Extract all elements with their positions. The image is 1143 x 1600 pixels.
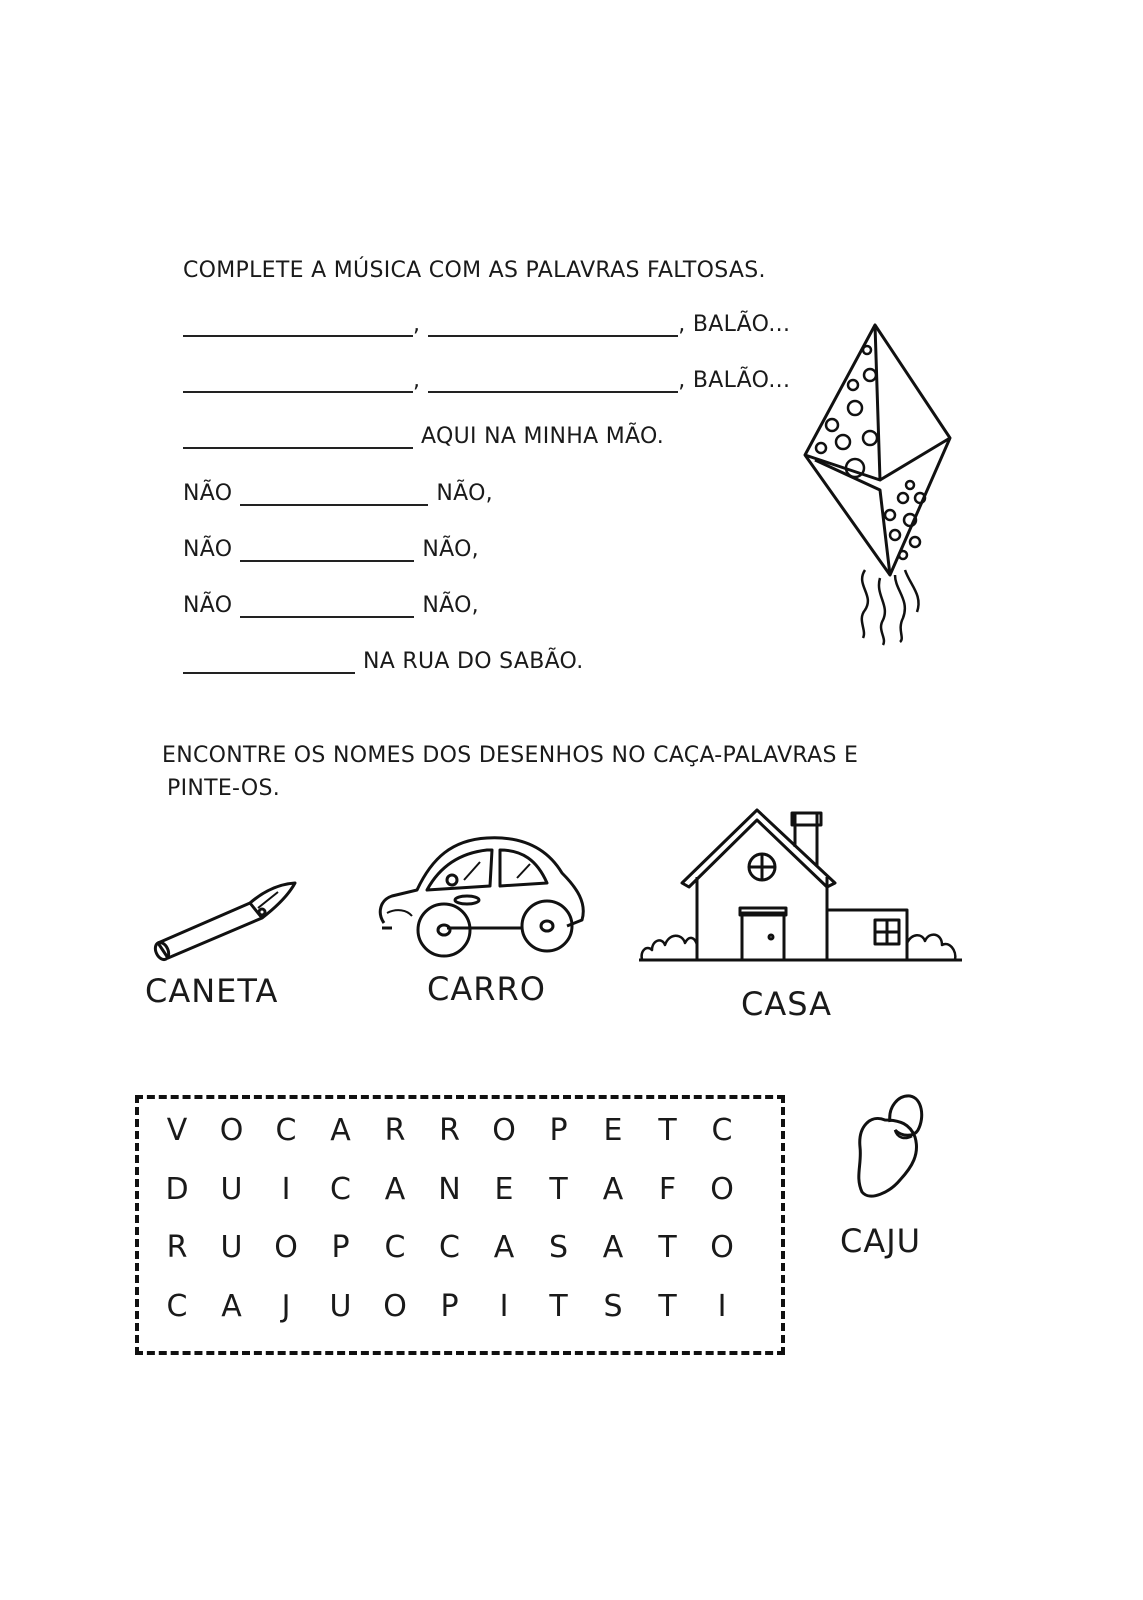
word-search-letter[interactable]: T xyxy=(549,1171,568,1207)
word-search-letter[interactable]: U xyxy=(220,1230,243,1265)
blank-field[interactable] xyxy=(240,559,414,562)
word-search-letter[interactable]: U xyxy=(220,1171,243,1207)
blank-field[interactable] xyxy=(183,334,413,337)
nao-text: NÃO xyxy=(183,593,233,618)
song-line-2 xyxy=(183,368,790,393)
word-search-letter[interactable]: R xyxy=(384,1113,406,1148)
cashew-icon xyxy=(850,1092,930,1202)
blank-field[interactable] xyxy=(428,390,678,393)
word-search-letter[interactable]: I xyxy=(281,1171,291,1207)
aqui-text: AQUI NA MINHA MÃO. xyxy=(421,424,665,449)
balloon-icon xyxy=(795,320,965,650)
caption-casa: CASA xyxy=(741,985,833,1023)
word-search-letter[interactable]: C xyxy=(439,1230,460,1265)
word-search-letter[interactable]: D xyxy=(165,1171,189,1207)
word-search-letter[interactable]: R xyxy=(439,1113,460,1148)
word-search-letter[interactable]: P xyxy=(440,1288,459,1324)
word-search-letter[interactable]: P xyxy=(549,1113,568,1148)
exercise2-instruction-line1: ENCONTRE OS NOMES DOS DESENHOS NO CAÇA-PALAVRAS E xyxy=(162,743,859,768)
song-line-4 xyxy=(183,481,493,506)
exercise1-instruction: COMPLETE A MÚSICA COM AS PALAVRAS FALTOSAS. xyxy=(183,258,766,283)
song-line-6 xyxy=(183,593,479,618)
song-line-3 xyxy=(183,424,664,449)
rua-text: NA RUA DO SABÃO. xyxy=(363,649,584,674)
word-search-letter[interactable]: A xyxy=(221,1288,242,1324)
word-search-letter[interactable]: A xyxy=(384,1171,406,1207)
blank-field[interactable] xyxy=(428,334,678,337)
blank-field[interactable] xyxy=(183,671,355,674)
word-search-letter[interactable]: O xyxy=(383,1288,407,1324)
comma-text: , xyxy=(413,368,421,393)
word-search-letter[interactable]: C xyxy=(711,1113,733,1148)
blank-field[interactable] xyxy=(240,503,428,506)
word-search-letter[interactable]: U xyxy=(329,1288,352,1324)
word-search-letter[interactable]: T xyxy=(549,1288,568,1324)
word-search-letter[interactable]: O xyxy=(274,1230,298,1265)
word-search-letter[interactable]: T xyxy=(658,1230,677,1265)
word-search-letter[interactable]: E xyxy=(603,1113,623,1148)
word-search-letter[interactable]: J xyxy=(281,1288,291,1324)
word-search-letter[interactable]: R xyxy=(166,1230,188,1265)
word-search-letter[interactable]: V xyxy=(166,1113,188,1148)
pen-icon xyxy=(150,878,300,963)
blank-field[interactable] xyxy=(240,615,414,618)
caption-carro: CARRO xyxy=(427,970,546,1008)
word-search-grid xyxy=(135,1095,785,1355)
word-search-letter[interactable]: A xyxy=(493,1230,515,1265)
blank-field[interactable] xyxy=(183,390,413,393)
nao-text: NÃO xyxy=(183,537,233,562)
song-line-5 xyxy=(183,537,479,562)
balao-text: , BALÃO... xyxy=(678,368,791,393)
word-search-letter[interactable]: S xyxy=(548,1230,569,1265)
word-search-letter[interactable]: A xyxy=(602,1230,624,1265)
word-search-letter[interactable]: T xyxy=(658,1288,677,1324)
word-search-letter[interactable]: C xyxy=(275,1113,297,1148)
word-search-letter[interactable]: S xyxy=(603,1288,623,1324)
word-search-letter[interactable]: F xyxy=(658,1171,677,1207)
balao-text: , BALÃO... xyxy=(678,312,791,337)
nao-text: NÃO xyxy=(183,481,233,506)
comma-text: , xyxy=(413,312,421,337)
song-line-1 xyxy=(183,312,790,337)
caption-caneta: CANETA xyxy=(145,972,279,1010)
blank-field[interactable] xyxy=(183,446,413,449)
word-search-letter[interactable]: O xyxy=(710,1230,734,1265)
exercise2-instruction-line2: PINTE-OS. xyxy=(167,776,281,801)
word-search-letter[interactable]: P xyxy=(331,1230,350,1265)
word-search-letter[interactable]: E xyxy=(494,1171,514,1207)
word-search-letter[interactable]: O xyxy=(492,1113,516,1148)
word-search-letter[interactable]: N xyxy=(438,1171,461,1207)
nao-comma-text: NÃO, xyxy=(436,481,493,506)
word-search-letter[interactable]: C xyxy=(384,1230,406,1265)
word-search-letter[interactable]: I xyxy=(717,1288,727,1324)
caption-caju: CAJU xyxy=(840,1222,922,1260)
word-search-letter[interactable]: A xyxy=(602,1171,624,1207)
car-icon xyxy=(372,828,592,963)
word-search-letter[interactable]: C xyxy=(330,1171,351,1207)
word-search-letter[interactable]: A xyxy=(330,1113,351,1148)
nao-comma-text: NÃO, xyxy=(422,593,479,618)
word-search-letter[interactable]: O xyxy=(219,1113,244,1148)
word-search-letter[interactable]: T xyxy=(658,1113,677,1148)
word-search-letter[interactable]: C xyxy=(166,1288,188,1324)
word-search-letter[interactable]: I xyxy=(499,1288,509,1324)
house-icon xyxy=(637,805,962,967)
song-line-7 xyxy=(183,649,584,674)
nao-comma-text: NÃO, xyxy=(422,537,479,562)
word-search-letter[interactable]: O xyxy=(710,1171,734,1207)
